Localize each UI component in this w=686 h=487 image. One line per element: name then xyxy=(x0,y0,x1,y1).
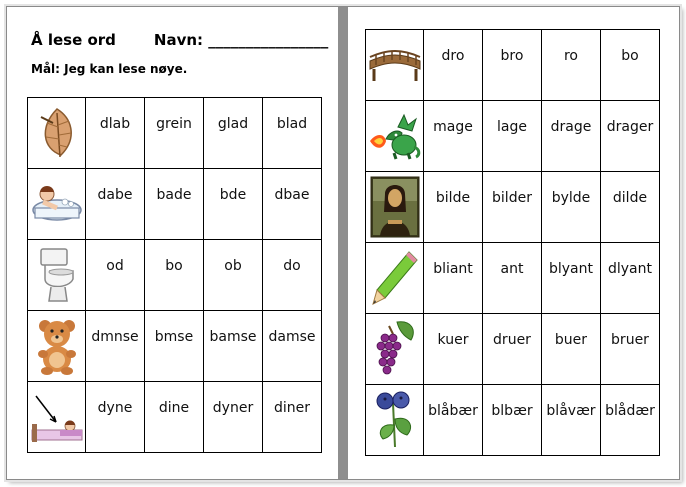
table-row xyxy=(366,30,660,101)
picture-cell xyxy=(366,172,424,243)
table-row xyxy=(28,311,322,382)
right-word-table xyxy=(365,29,660,456)
teddy-bear-icon xyxy=(35,316,79,376)
picture-cell xyxy=(366,243,424,314)
word-cell[interactable]: bo xyxy=(145,240,204,311)
toilet-icon xyxy=(35,245,79,305)
word-cell[interactable]: bro xyxy=(483,30,542,101)
word-cell[interactable]: blad xyxy=(263,98,322,169)
picture-cell xyxy=(366,314,424,385)
word-cell[interactable]: buer xyxy=(542,314,601,385)
word-cell[interactable]: bilder xyxy=(483,172,542,243)
word-cell[interactable]: druer xyxy=(483,314,542,385)
word-cell[interactable]: damse xyxy=(263,311,322,382)
table-row xyxy=(28,382,322,453)
word-cell[interactable]: blådær xyxy=(601,385,660,456)
left-word-table xyxy=(27,97,322,453)
title-row xyxy=(31,31,328,49)
word-cell[interactable]: drager xyxy=(601,101,660,172)
word-cell[interactable]: ob xyxy=(204,240,263,311)
word-cell[interactable]: bmse xyxy=(145,311,204,382)
word-cell[interactable]: dro xyxy=(424,30,483,101)
picture-cell xyxy=(366,101,424,172)
bridge-icon xyxy=(368,43,422,87)
word-cell[interactable]: blåvær xyxy=(542,385,601,456)
word-cell[interactable]: dabe xyxy=(86,169,145,240)
word-cell[interactable]: dyner xyxy=(204,382,263,453)
table-row xyxy=(366,101,660,172)
table-row xyxy=(28,169,322,240)
word-cell[interactable]: kuer xyxy=(424,314,483,385)
painting-icon xyxy=(370,176,420,238)
bathtub-icon xyxy=(31,180,83,228)
word-cell[interactable]: dmnse xyxy=(86,311,145,382)
word-cell[interactable]: dyne xyxy=(86,382,145,453)
table-row xyxy=(366,172,660,243)
word-cell[interactable]: grein xyxy=(145,98,204,169)
page-title: Å lese ord xyxy=(31,31,116,49)
word-cell[interactable]: od xyxy=(86,240,145,311)
word-cell[interactable]: blbær xyxy=(483,385,542,456)
word-cell[interactable]: bamse xyxy=(204,311,263,382)
left-page xyxy=(7,7,338,479)
right-page xyxy=(348,7,678,479)
table-row xyxy=(366,314,660,385)
word-cell[interactable]: dilde xyxy=(601,172,660,243)
word-cell[interactable]: mage xyxy=(424,101,483,172)
word-cell[interactable]: dbae xyxy=(263,169,322,240)
word-cell[interactable]: bliant xyxy=(424,243,483,314)
dragon-icon xyxy=(368,111,422,161)
bed-icon xyxy=(30,388,84,446)
grapes-icon xyxy=(371,318,419,380)
goal-text: Mål: Jeg kan lese nøye. xyxy=(31,62,188,76)
word-cell[interactable]: blyant xyxy=(542,243,601,314)
word-cell[interactable]: blåbær xyxy=(424,385,483,456)
table-row xyxy=(28,240,322,311)
table-row xyxy=(366,385,660,456)
picture-cell xyxy=(28,98,86,169)
word-cell[interactable]: bylde xyxy=(542,172,601,243)
word-cell[interactable]: dlyant xyxy=(601,243,660,314)
picture-cell xyxy=(28,240,86,311)
word-cell[interactable]: do xyxy=(263,240,322,311)
blueberry-icon xyxy=(373,389,417,451)
word-cell[interactable]: glad xyxy=(204,98,263,169)
page-gutter xyxy=(338,7,348,479)
table-row xyxy=(28,98,322,169)
word-cell[interactable]: bilde xyxy=(424,172,483,243)
picture-cell xyxy=(28,169,86,240)
pencil-icon xyxy=(371,248,419,308)
word-cell[interactable]: drage xyxy=(542,101,601,172)
word-cell[interactable]: bo xyxy=(601,30,660,101)
picture-cell xyxy=(28,382,86,453)
word-cell[interactable]: bade xyxy=(145,169,204,240)
word-cell[interactable]: bde xyxy=(204,169,263,240)
leaf-icon xyxy=(33,105,81,161)
word-cell[interactable]: dlab xyxy=(86,98,145,169)
word-cell[interactable]: ant xyxy=(483,243,542,314)
word-cell[interactable]: lage xyxy=(483,101,542,172)
word-cell[interactable]: dine xyxy=(145,382,204,453)
table-row xyxy=(366,243,660,314)
picture-cell xyxy=(366,30,424,101)
word-cell[interactable]: ro xyxy=(542,30,601,101)
picture-cell xyxy=(366,385,424,456)
word-cell[interactable]: bruer xyxy=(601,314,660,385)
word-cell[interactable]: diner xyxy=(263,382,322,453)
name-field-label: Navn: ________________ xyxy=(153,31,329,49)
picture-cell xyxy=(28,311,86,382)
